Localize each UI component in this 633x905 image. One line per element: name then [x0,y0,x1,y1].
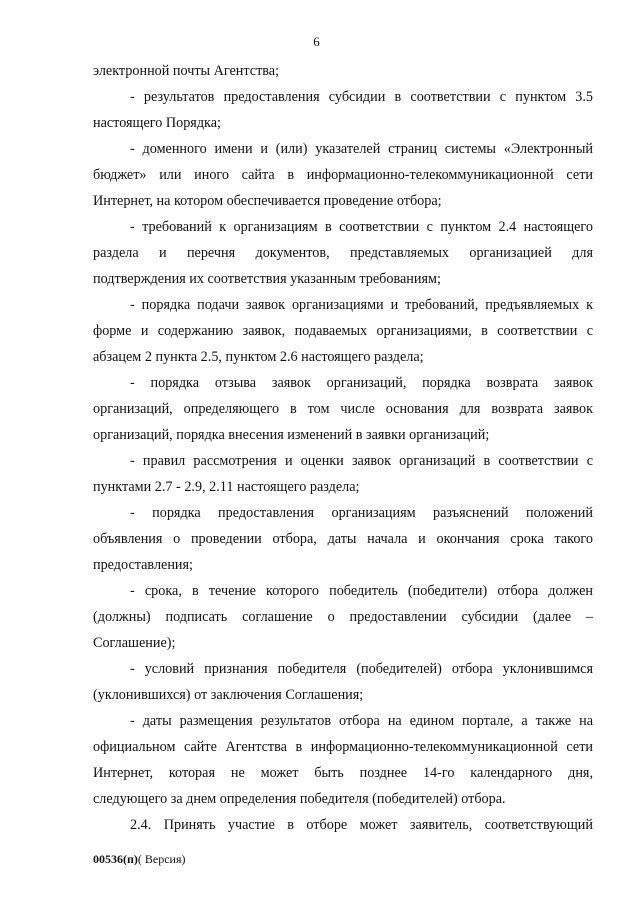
text-line: Интернет, на котором обеспечивается проведение отбора; [93,193,442,209]
text-line: организаций, порядка внесения изменений в заявки организаций; [93,427,490,443]
text-line: - условий признания победителя (победителей) отбора уклонившимся [130,661,593,677]
text-line: абзацем 2 пункта 2.5, пунктом 2.6 настоящего раздела; [93,349,424,365]
text-line: организаций, определяющего в том числе основания для возврата заявок [93,401,593,417]
text-line: официальном сайте Агентства в информационно-телекоммуникационной сети [93,739,593,755]
text-line: - порядка предоставления организациям разъяснений положений [130,505,593,521]
text-line: предоставления; [93,557,193,573]
page-number: 6 [313,34,320,49]
text-line: подтверждения их соответствия указанным требованиям; [93,271,441,287]
text-line: следующего за днем определения победителя (победителей) отбора. [93,791,506,807]
text-line: бюджет» или иного сайта в информационно-телекоммуникационной сети [93,167,593,183]
text-line: (уклонившихся) от заключения Соглашения; [93,687,364,703]
text-line: - порядка отзыва заявок организаций, порядка возврата заявок [130,375,593,391]
text-line: - доменного имени и (или) указателей страниц системы «Электронный [130,141,593,157]
document-version: ( Версия) [137,852,186,866]
text-line: пунктами 2.7 - 2.9, 2.11 настоящего раздела; [93,479,360,495]
text-line: - результатов предоставления субсидии в соответствии с пунктом 3.5 [130,89,593,105]
text-line: Соглашение); [93,635,176,651]
text-line: электронной почты Агентства; [93,63,280,79]
text-line: - срока, в течение которого победитель (победители) отбора должен [130,583,593,599]
text-line: - даты размещения результатов отбора на едином портале, а также на [130,713,593,729]
text-line: - порядка подачи заявок организациями и требований, предъявляемых к [130,297,593,313]
text-line: раздела и перечня документов, представляемых организацией для [93,245,593,261]
text-line: форме и содержанию заявок, подаваемых организациями, в соответствии с [93,323,593,339]
document-code: 00536(п) [93,852,138,866]
text-line: Интернет, которая не может быть позднее 14-го календарного дня, [93,765,593,781]
document-body [93,58,593,838]
document-footer [93,852,186,867]
text-line: настоящего Порядка; [93,115,221,131]
text-line: 2.4. Принять участие в отборе может заявитель, соответствующий [130,817,593,833]
text-line: - правил рассмотрения и оценки заявок организаций в соответствии с [130,453,593,469]
text-line: объявления о проведении отбора, даты начала и окончания срока такого [93,531,593,547]
text-line: - требований к организациям в соответствии с пунктом 2.4 настоящего [130,219,593,235]
text-line: (должны) подписать соглашение о предоставлении субсидии (далее – [93,609,593,625]
